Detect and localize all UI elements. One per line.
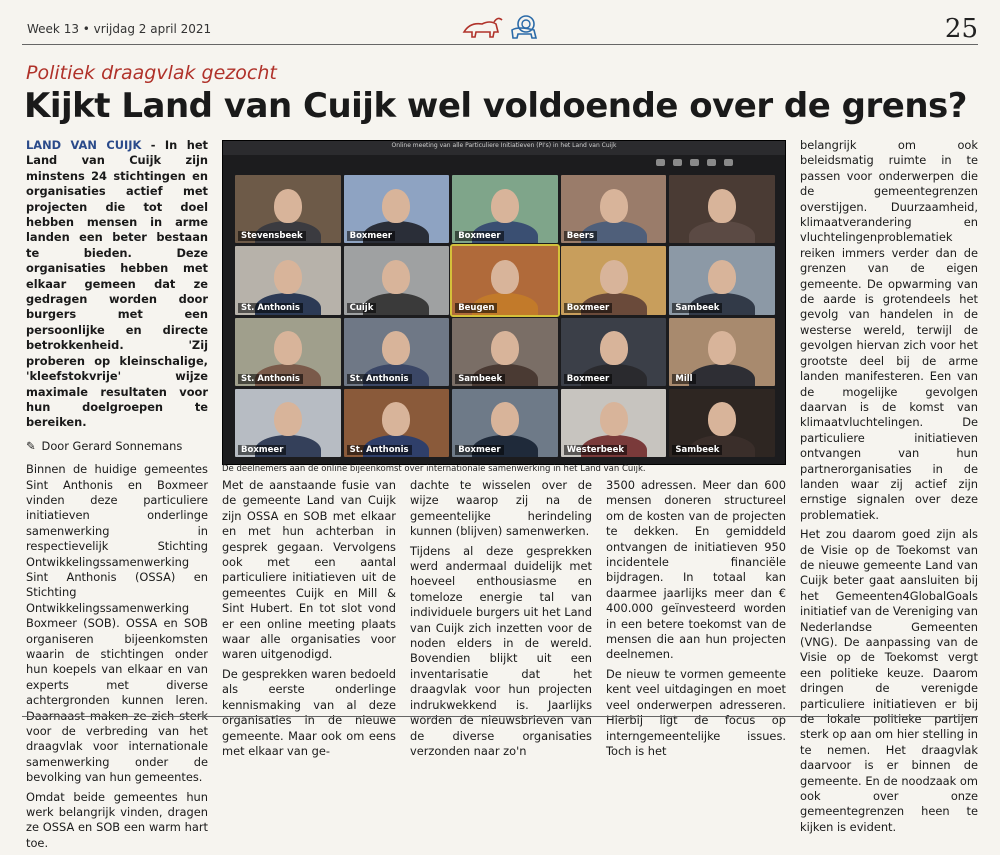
participant-face [382,331,410,365]
article-column-3 [410,478,592,763]
byline [26,439,208,454]
participant-shoulders [689,364,755,386]
paragraph: De gesprekken waren bedoeld als eerste onderlinge kennismaking van al deze organisaties in de nieuwe gemeente. Maar ook om eens met elkaar van ge- [222,666,396,758]
participant-tile [452,175,558,243]
participant-location-label: St. Anthonis [238,303,303,313]
participant-location-label: Boxmeer [564,374,612,384]
participant-location-label: Boxmeer [455,231,503,241]
bull-and-ram-logo-icon [460,10,550,42]
participant-tile [561,318,667,386]
participant-face [274,260,302,294]
microphone-icon [707,159,716,166]
chat-icon [673,159,682,166]
article-column-2 [222,478,396,763]
participant-location-label: Boxmeer [347,231,395,241]
article-kicker: Politiek draagvlak gezocht [26,62,277,84]
paragraph: belangrijk om ook beleidsmatig ruimte in te passen voor onderwerpen die de gemeentegrenzen overstijgen. Duurzaamheid, klimaatverandering en vluchtelingenproblematiek reiken immers verder dan de grenzen van de eigen gemeente. De opwarming van de aarde is grotendeels het gevolg van handelen in de westerse wereld, terwijl de gevolgen hiervan zich voor het grootste deel bij de arme landen manifesteren. Een van de mogelijke gevolgen daarvan is de komst van klimaatvluchtelingen. De particuliere initiatieven ontvangen van hun partnerorganisaties in de landen waar zij actief zijn ernstige signalen over deze problematiek. [800,138,978,522]
participant-face [600,189,628,223]
article-column-1 [26,138,208,855]
participant-face [382,189,410,223]
paragraph: Tijdens al deze gesprekken werd andermaal duidelijk met hoeveel enthousiasme en tomeloze energie tal van individuele burgers uit het Land van Cuijk zich inzetten voor de noden elders in de wereld. Bovendien blijkt uit een inventarisatie dat het draagvlak voor hun projecten indrukwekkend is. Jaarlijks worden de nieuwsbrieven van de diverse organisaties verzonden naar zo'n [410,543,592,758]
video-meeting-photo [222,140,786,465]
participant-face [600,331,628,365]
participant-location-label: Beers [564,231,597,241]
participant-location-label: Beugen [455,303,497,313]
participant-location-label: St. Anthonis [347,445,412,455]
article-title: Kijkt Land van Cuijk wel voldoende over de grens? [24,86,967,126]
participant-face [708,260,736,294]
participant-location-label: Westerbeek [564,445,627,455]
share-icon [724,159,733,166]
paragraph: De nieuw te vormen gemeente kent veel uitdagingen en moet veel onderwerpen adresseren. Hierbij ligt de focus op interngemeentelijke issues. Toch is het [606,666,786,758]
participant-face [274,331,302,365]
participant-location-label: Boxmeer [238,445,286,455]
article-lead [26,138,208,431]
participant-face [708,189,736,223]
participant-tile [344,389,450,457]
participant-tile [669,318,775,386]
camera-icon [690,159,699,166]
participant-tile [235,318,341,386]
lead-location: LAND VAN CUIJK [26,138,142,152]
participant-location-label: Sambeek [455,374,505,384]
participant-face [382,260,410,294]
participant-location-label: Stevensbeek [238,231,306,241]
participant-face [274,189,302,223]
participant-location-label: Sambeek [672,445,722,455]
paragraph: Met de aanstaande fusie van de gemeente Land van Cuijk zijn OSSA en SOB met elkaar en met hun achterban in gesprek gegaan. Vervolgens ook met een aantal particuliere initiatieven uit de gemeentes Cuijk en Mill & Sint Hubert. En tot slot vond er een online meeting plaats waar alle organisaties voor waren uitgenodigd. [222,478,396,662]
participant-tile [561,246,667,314]
participant-location-label: Sambeek [672,303,722,313]
meeting-title: Online meeting van alle Particuliere Initiatieven (PI's) in het Land van Cuijk [391,142,617,149]
meeting-toolbar [656,159,733,166]
participant-face [708,331,736,365]
participant-tile [669,175,775,243]
participant-tile [344,246,450,314]
participant-face [491,402,519,436]
participant-tile [452,318,558,386]
paragraph: Het zou daarom goed zijn als de Visie op de Toekomst van de nieuwe gemeente Land van Cuijk beter gaat aansluiten bij het Gemeenten4GlobalGoals initiatief van de Vereniging van Nederlandse Gemeenten (VNG). De aanpassing van de Visie op de Toekomst vergt een politieke keuze. Daarom dringen de verenigde particuliere initiatieven er bij de lokale politieke partijen sterk op aan om hier stelling in te nemen. Het draagvlak daarvoor is er binnen de gemeente. En de noodzaak om ook over onze gemeentegrenzen heen te kijken is evident. [800,527,978,834]
participant-location-label: Boxmeer [564,303,612,313]
participant-shoulders [689,221,755,243]
participant-tile [235,389,341,457]
paragraph: Binnen de huidige gemeentes Sint Anthonis en Boxmeer vinden deze particuliere initiatieven onderlinge samenwerking in respectievelijk Stichting Ontwikkelingssamenwerking Sint Anthonis (OSSA) en Stichting Ontwikkelingssamenwerking Boxmeer (SOB). OSSA en SOB organiseren bijeenkomsten waarin de stichtingen onder hun koepels van elkaar en van experts met diverse achtergronden kunnen leren. Daarnaast maken ze zich sterk voor de verbreding van het draagvlak voor internationale samenwerking onder de bevolking van hun gemeentes. [26,462,208,785]
participant-tile [235,175,341,243]
participant-face [274,402,302,436]
article-column-5 [800,138,978,839]
participant-face [382,402,410,436]
meeting-title-bar [223,141,785,155]
photo-caption: De deelnemers aan de online bijeenkomst over internationale samenwerking in het Land van Cuijk. [222,464,646,474]
participant-grid [235,175,775,457]
header-divider [22,44,978,45]
participants-icon [656,159,665,166]
participant-face [600,260,628,294]
participant-tile [344,175,450,243]
participant-tile [669,389,775,457]
participant-tile [344,318,450,386]
participant-location-label: Cuijk [347,303,377,313]
participant-location-label: Boxmeer [455,445,503,455]
participant-tile [452,246,558,314]
pen-icon: ✎ [26,438,36,453]
participant-location-label: St. Anthonis [347,374,412,384]
issue-date: Week 13 • vrijdag 2 april 2021 [27,22,212,36]
participant-tile [669,246,775,314]
participant-face [491,189,519,223]
page-number: 25 [944,14,978,44]
lead-text: - In het Land van Cuijk zijn minstens 24 stichtingen en organisaties actief met projecten die tot doel hebben mensen in arme landen een beter bestaan te bieden. Deze organisaties hebben met elkaar gemeen dat ze gedragen worden door burgers met een persoonlijke en directe betrokkenheid. 'Zij proberen op kleinschalige, 'kleefstokvrije' wijze maximale resultaten voor hun doelgroepen te bereiken. [26,138,208,430]
article-column-4 [606,478,786,763]
byline-author: Door Gerard Sonnemans [41,438,183,453]
participant-tile [452,389,558,457]
paragraph: Omdat beide gemeentes hun werk belangrijk vinden, dragen ze OSSA en SOB een warm hart toe. [26,789,208,850]
footer-divider [22,716,978,717]
participant-tile [235,246,341,314]
paragraph: dachte te wisselen over de wijze waarop zij na de gemeentelijke herindeling kunnen (blijven) samenwerken. [410,478,592,539]
participant-face [600,402,628,436]
paragraph: 3500 adressen. Meer dan 600 mensen doneren structureel om de kosten van de projecten te dekken. En gemiddeld ontvangen de initiatieven 950 incidentele financiële bijdragen. In totaal kan daarmee jaarlijks meer dan € 400.000 geïnvesteerd worden in een betere toekomst van de mensen die aan hun projecten deelnemen. [606,478,786,662]
participant-face [491,260,519,294]
participant-location-label: Mill [672,374,695,384]
participant-face [708,402,736,436]
participant-location-label: St. Anthonis [238,374,303,384]
participant-face [491,331,519,365]
participant-tile [561,389,667,457]
participant-tile [561,175,667,243]
